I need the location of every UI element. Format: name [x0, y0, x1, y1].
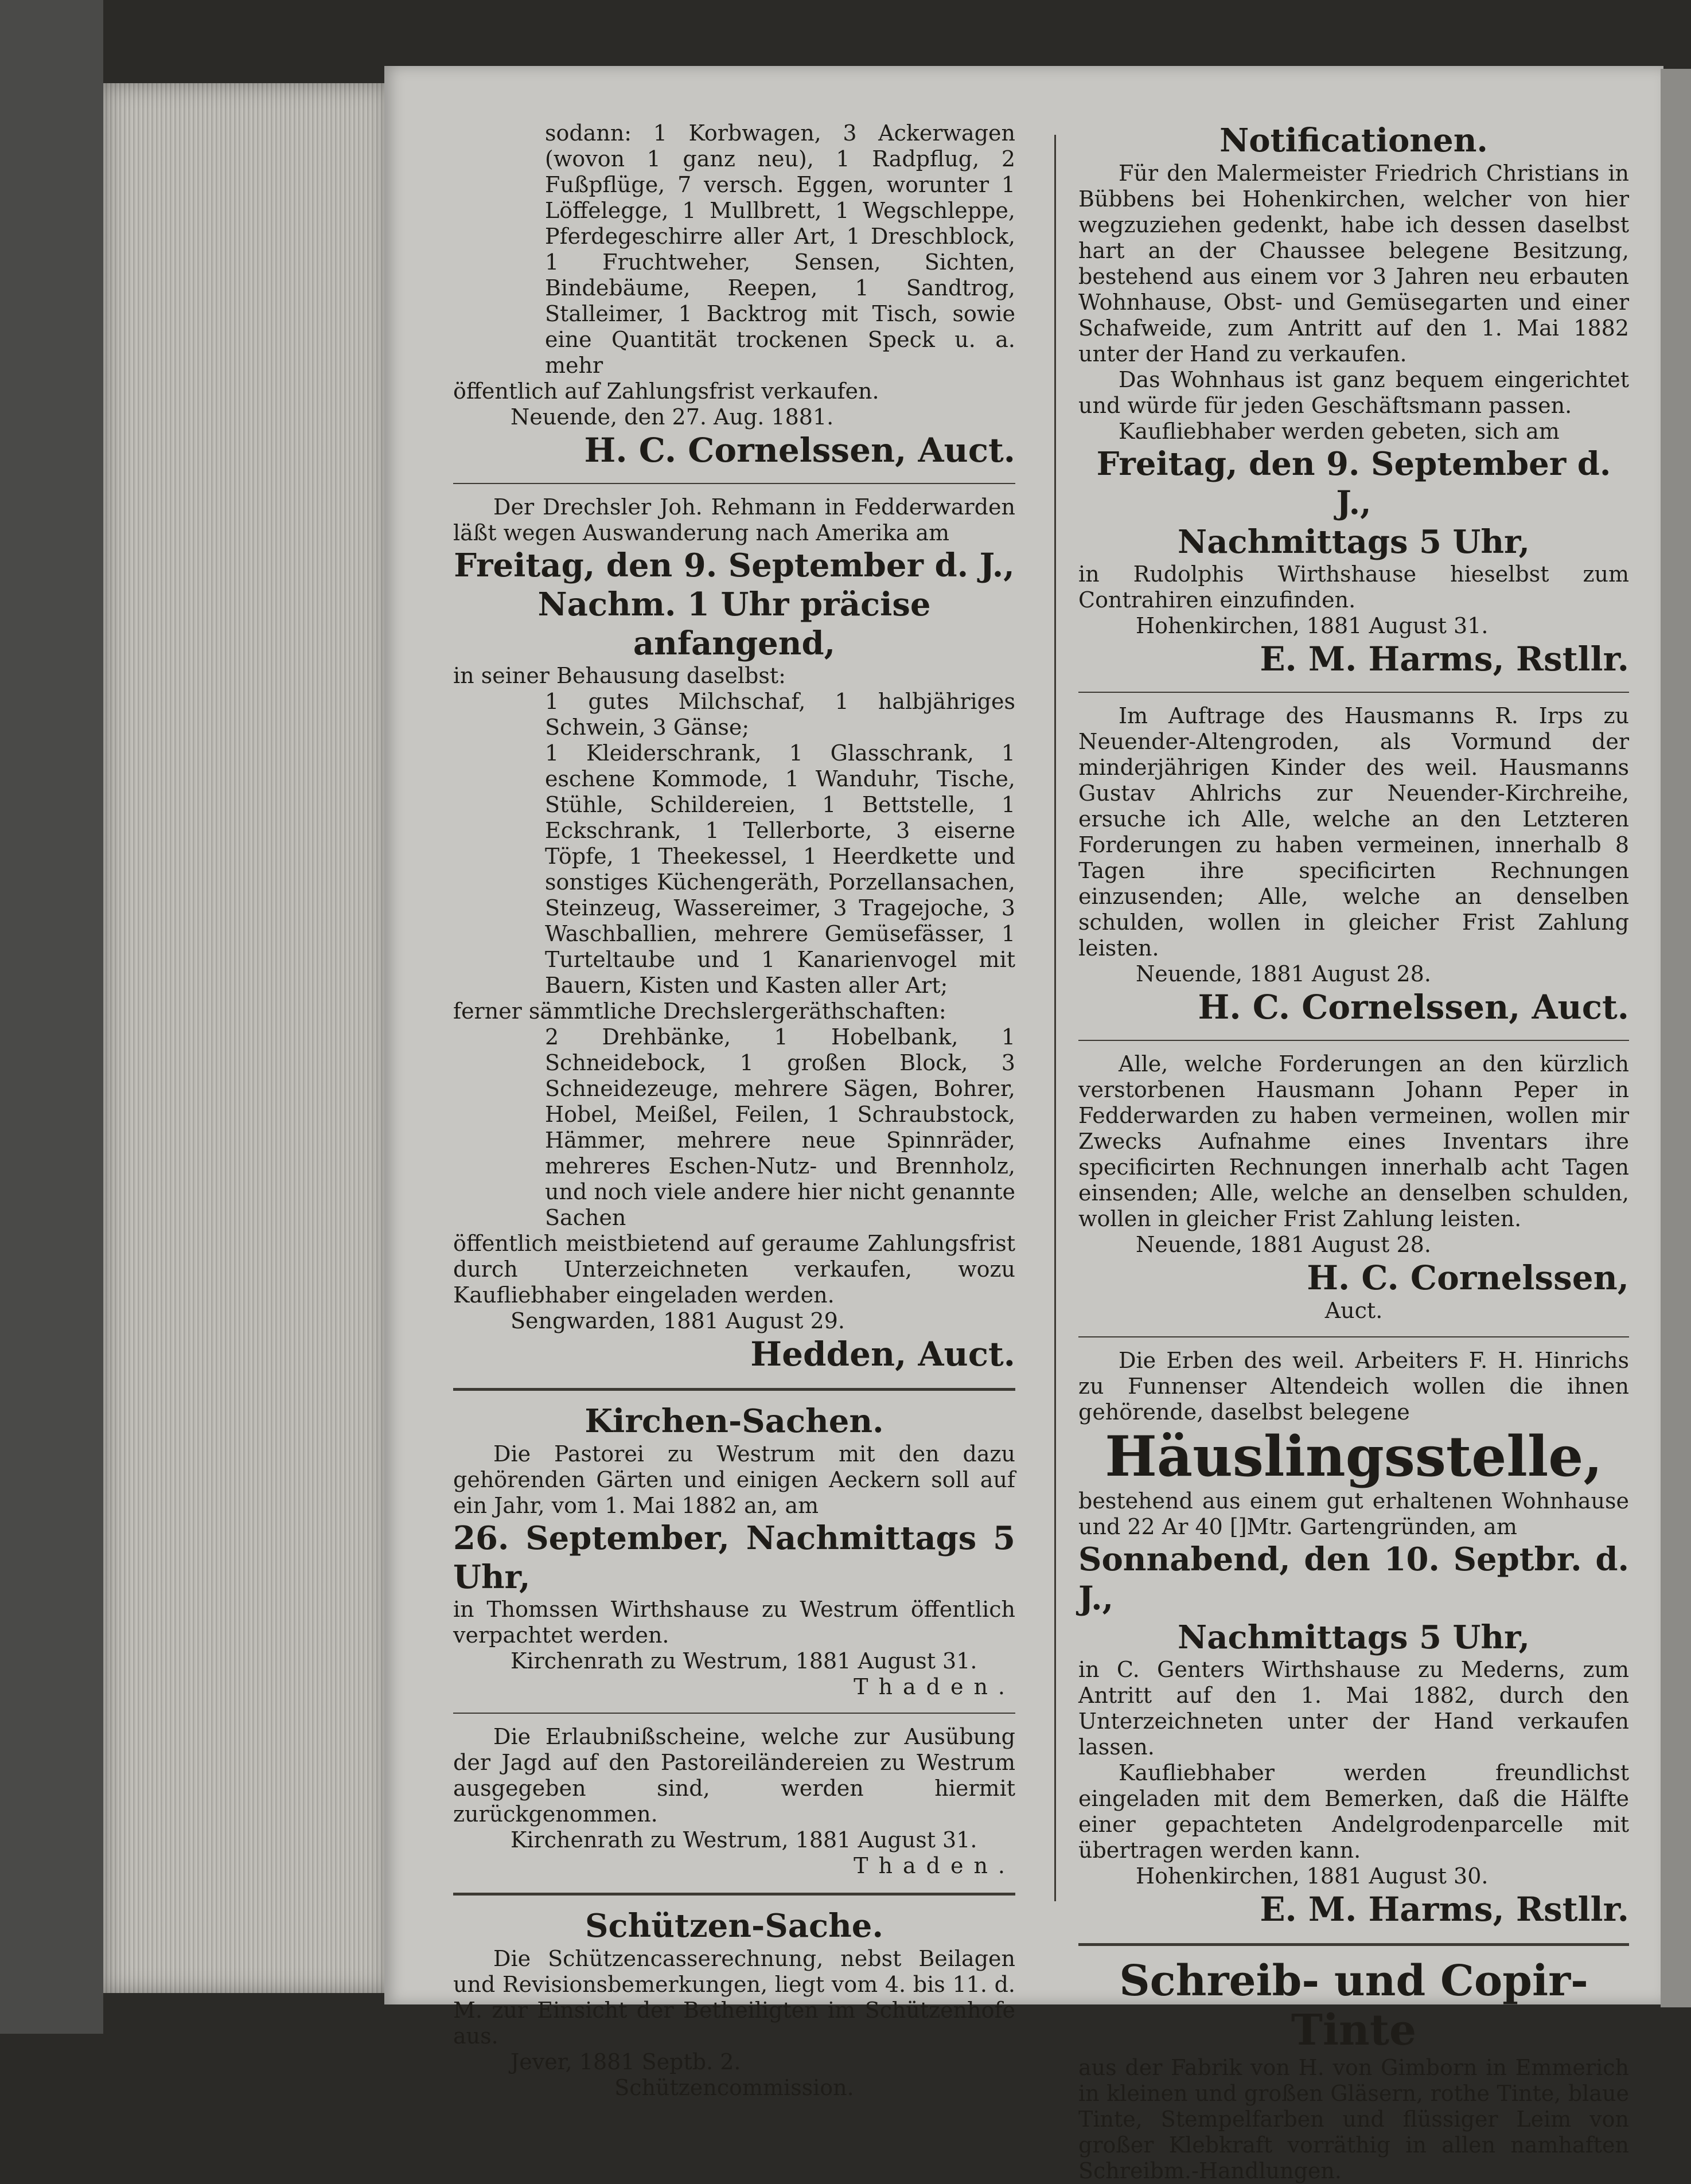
ad-text: Die Pastorei zu Westrum mit den dazu gehörenden Gärten und einigen Aeckern soll auf ein Jahr, vom 1. Mai 1882 an, am: [453, 1441, 1015, 1518]
ad-date: Neuende, 1881 August 28.: [1136, 961, 1431, 986]
ad-text: in seiner Behausung daselbst:: [453, 663, 786, 688]
ad-signature: H. C. Cornelssen, Auct.: [1198, 988, 1629, 1027]
divider: [453, 1713, 1015, 1714]
section-heading: Notificationen.: [1219, 122, 1488, 159]
ad-text: Die Erben des weil. Arbeiters F. H. Hinrichs zu Funnenser Altendeich wollen die ihnen gehörende, daselbst belegene: [1078, 1348, 1629, 1425]
ad-items: 1 Kleiderschrank, 1 Glasschrank, 1 eschene Kommode, 1 Wanduhr, Tische, Stühle, Schildereien, 1 Bettstelle, 1 Eckschrank, 1 Tellerborte, 3 eiserne Töpfe, 1 Theekessel, 1 Heerdkette und sonstiges Küchengeräth, Porzellansachen, Steinzeug, Wassereimer, 3 Tragejoche, 3 Waschballien, mehrere Gemüsefässer, 1 Turteltaube und 1 Kanarienvogel mit Bauern, Kisten und Kasten aller Art;: [545, 740, 1015, 998]
ad-jagd: [453, 1724, 1015, 1879]
ad-text: Kaufliebhaber werden gebeten, sich am: [1119, 419, 1560, 444]
ad-date-big: 26. September, Nachmittags 5 Uhr,: [453, 1519, 1015, 1596]
ad-date-big: Freitag, den 9. September d. J.,: [454, 547, 1015, 584]
ad-date: Jever, 1881 Septb. 2.: [511, 2049, 741, 2074]
ad-signature: Schützencommission.: [614, 2075, 854, 2100]
ad-text: in Rudolphis Wirthshause hieselbst zum Contrahiren einzufinden.: [1078, 561, 1629, 613]
ad-text: Im Auftrage des Hausmanns R. Irps zu Neuender-Altengroden, als Vormund der minderjährigen Kinder des weil. Hausmanns Gustav Ahlrichs zur Neuender-Kirchreihe, ersuche ich Alle, welche an den Letzteren Forderungen zu haben vermeinen, innerhalb 8 Tagen ihre specificirten Rechnungen einzusenden; Alle, welche an denselben schulden, wollen in gleicher Frist Zahlung leisten.: [1078, 703, 1629, 961]
ad-text: in Thomssen Wirthshause zu Westrum öffentlich verpachtet werden.: [453, 1597, 1015, 1648]
divider: [453, 1893, 1015, 1896]
section-heading: Kirchen-Sachen.: [585, 1402, 884, 1440]
ad-text: Die Schützencasserechnung, nebst Beilagen und Revisionsbemerkungen, liegt vom 4. bis 11. d. M. zur Einsicht der Betheiligten im Schützenhofe aus.: [453, 1946, 1015, 2049]
ad-date-big: Freitag, den 9. September d. J.,: [1096, 445, 1611, 522]
ad-auction-cornelssen: [453, 120, 1015, 470]
ad-text: ferner sämmtliche Drechslergeräthschaften:: [453, 999, 946, 1024]
ad-text: Kaufliebhaber werden freundlichst eingeladen mit dem Bemerken, daß die Hälfte einer gepachteten Andelgrodenparcelle mit übertragen werden kann.: [1078, 1760, 1629, 1863]
ad-date: Kirchenrath zu Westrum, 1881 August 31.: [511, 1648, 977, 1674]
ad-title-big: Häuslingsstelle,: [1105, 1424, 1603, 1489]
ad-auction-rehmann: [453, 494, 1015, 1374]
divider: [1078, 1336, 1629, 1337]
divider: [453, 1388, 1015, 1391]
ad-text: Die Erlaubnißscheine, welche zur Ausübung der Jagd auf den Pastoreiländereien zu Westrum ausgegeben sind, werden hiermit zurückgenommen.: [453, 1724, 1015, 1827]
ad-text: Alle, welche Forderungen an den kürzlich verstorbenen Hausmann Johann Peper in Fedderwarden zu haben vermeinen, wollen mir Zwecks Aufnahme eines Inventars ihre specificirten Rechnungen innerhalb acht Tagen einsenden; Alle, welche an denselben schulden, wollen in gleicher Frist Zahlung leisten.: [1078, 1051, 1629, 1231]
ad-text: Das Wohnhaus ist ganz bequem eingerichtet und würde für jeden Geschäftsmann passen.: [1078, 367, 1629, 418]
divider: [453, 483, 1015, 484]
ad-text: aus der Fabrik von H. von Gimborn in Emmerich in kleinen und großen Gläsern, rothe Tinte, blaue Tinte, Stempelfarben und flüssiger Leim von großer Klebkraft vorräthig in allen namhaften Schreibm.-Handlungen.: [1078, 2055, 1629, 2183]
ad-text: bestehend aus einem gut erhaltenen Wohnhause und 22 Ar 40 []Mtr. Gartengründen, am: [1078, 1488, 1629, 1539]
ad-peper: [1078, 1051, 1629, 1324]
ad-title-big: Schreib- und Copir-Tinte: [1119, 1956, 1588, 2055]
ad-date-big: Sonnabend, den 10. Septbr. d. J.,: [1078, 1540, 1629, 1617]
book-page-edges: [103, 83, 390, 1993]
column-divider: [1054, 135, 1056, 1901]
ad-date: Sengwarden, 1881 August 29.: [511, 1308, 845, 1333]
ad-text: Der Drechsler Joh. Rehmann in Fedderwarden läßt wegen Auswanderung nach Amerika am: [453, 494, 1015, 545]
ad-date: Hohenkirchen, 1881 August 31.: [1136, 613, 1489, 638]
scanner-background: [0, 0, 103, 2034]
left-column: [453, 120, 1015, 2101]
next-page-edge: [1661, 69, 1691, 2007]
ad-haeuslingsstelle: [1078, 1348, 1629, 1929]
ad-signature: Thaden.: [854, 1674, 1015, 1699]
ad-signature-title: Auct.: [1324, 1298, 1383, 1323]
ad-tinte: [1078, 1956, 1629, 2184]
ad-date: Hohenkirchen, 1881 August 30.: [1136, 1863, 1489, 1889]
divider: [1078, 1040, 1629, 1041]
ad-time-big: Nachm. 1 Uhr präcise anfangend,: [537, 586, 931, 662]
ad-time-big: Nachmittags 5 Uhr,: [1178, 1618, 1530, 1656]
ad-kirchen-sachen: [453, 1401, 1015, 1700]
ad-signature: H. C. Cornelssen, Auct.: [584, 431, 1015, 470]
ad-text: öffentlich auf Zahlungsfrist verkaufen.: [453, 379, 879, 404]
section-heading: Schützen-Sache.: [585, 1907, 883, 1945]
ad-text: Für den Malermeister Friedrich Christians in Bübbens bei Hohenkirchen, welcher von hier wegzuziehen gedenkt, habe ich dessen daselbst hart an der Chaussee belegene Besitzung, bestehend aus einem vor 3 Jahren neu erbauten Wohnhause, Obst- und Gemüsegarten und einer Schafweide, zum Antritt auf den 1. Mai 1882 unter der Hand zu verkaufen.: [1078, 161, 1629, 366]
ad-items: 2 Drehbänke, 1 Hobelbank, 1 Schneidebock, 1 großen Block, 3 Schneidezeuge, mehrere Sägen, Bohrer, Hobel, Meißel, Feilen, 1 Schraubstock, Hämmer, mehrere neue Spinnräder, mehreres Eschen-Nutz- und Brennholz, und noch viele andere hier nicht genannte Sachen: [545, 1024, 1015, 1230]
right-column: [1078, 120, 1629, 2184]
ad-text: in C. Genters Wirthshause zu Mederns, zum Antritt auf den 1. Mai 1882, durch den Unterzeichneten unter der Hand verkaufen lassen.: [1078, 1657, 1629, 1760]
ad-date: Neuende, 1881 August 28.: [1136, 1232, 1431, 1257]
divider: [1078, 692, 1629, 693]
ad-signature: Hedden, Auct.: [750, 1335, 1015, 1374]
ad-signature: E. M. Harms, Rstllr.: [1260, 639, 1629, 678]
ad-date: Kirchenrath zu Westrum, 1881 August 31.: [511, 1827, 977, 1852]
ad-notificationen: [1078, 120, 1629, 679]
ad-signature: H. C. Cornelssen,: [1307, 1258, 1629, 1297]
ad-schuetzen-sache: [453, 1906, 1015, 2101]
ad-signature: Thaden.: [854, 1853, 1015, 1878]
ad-time-big: Nachmittags 5 Uhr,: [1178, 523, 1530, 561]
ad-vormund: [1078, 703, 1629, 1027]
divider: [1078, 1943, 1629, 1946]
ad-items: 1 gutes Milchschaf, 1 halbjähriges Schwein, 3 Gänse;: [545, 689, 1015, 740]
ad-text: sodann: 1 Korbwagen, 3 Ackerwagen (wovon 1 ganz neu), 1 Radpflug, 2 Fußpflüge, 7 versch. Eggen, worunter 1 Löffelegge, 1 Mullbrett, 1 Wegschleppe, Pferdegeschirre aller Art, 1 Dreschblock, 1 Fruchtweher, Sensen, Sichten, Bindebäume, Reepen, 1 Sandtrog, Stalleimer, 1 Backtrog mit Tisch, sowie eine Quantität trockenen Speck u. a. mehr: [545, 120, 1015, 378]
ad-date: Neuende, den 27. Aug. 1881.: [511, 404, 834, 430]
ad-signature: E. M. Harms, Rstllr.: [1260, 1890, 1629, 1929]
ad-text: öffentlich meistbietend auf geraume Zahlungsfrist durch Unterzeichneten verkaufen, wozu Kaufliebhaber eingeladen werden.: [453, 1231, 1015, 1308]
